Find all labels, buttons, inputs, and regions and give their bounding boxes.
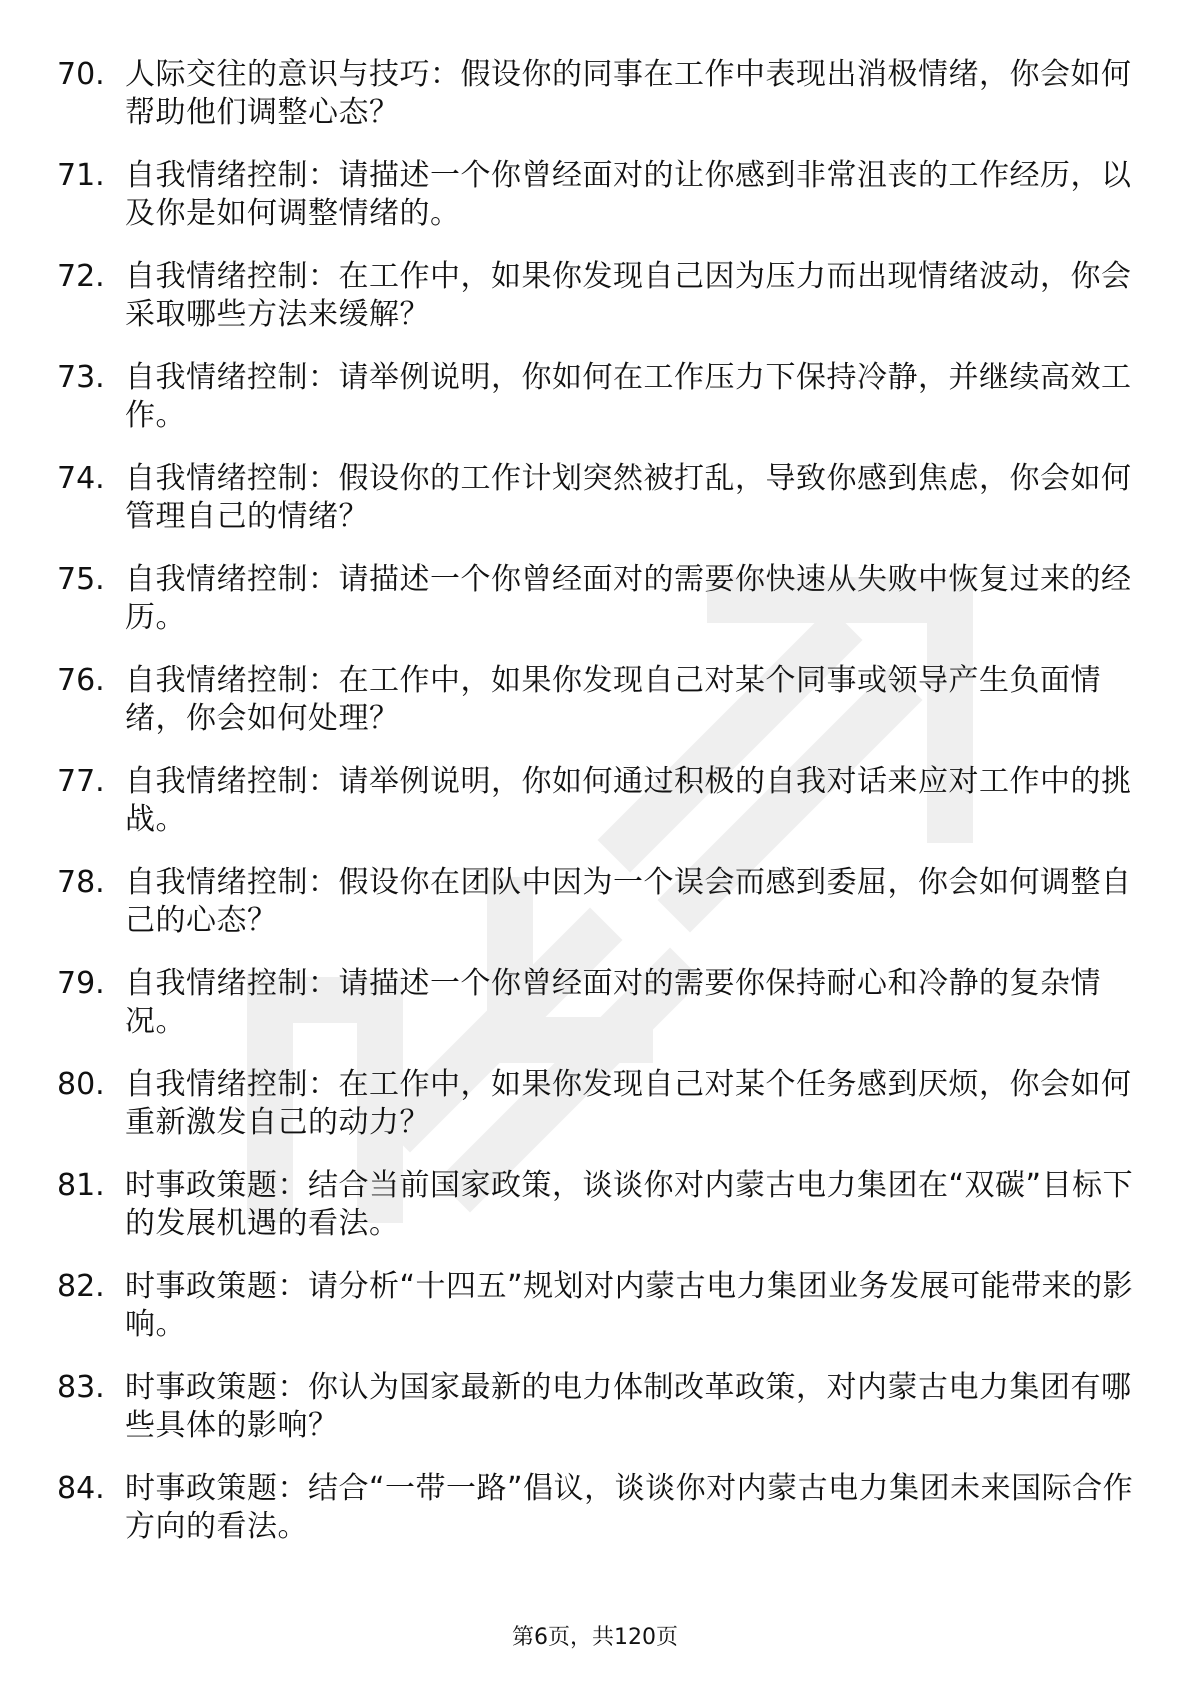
question-text: 时事政策题：你认为国家最新的电力体制改革政策，对内蒙古电力集团有哪些具体的影响？ [125,1370,1132,1443]
question-number: 76. [57,663,105,698]
question-number: 84. [57,1471,105,1506]
question-number: 74. [57,461,105,496]
question-text: 自我情绪控制：在工作中，如果你发现自己对某个同事或领导产生负面情绪，你会如何处理？ [125,663,1101,736]
list-item [57,1167,1137,1243]
question-text: 自我情绪控制：在工作中，如果你发现自己对某个任务感到厌烦，你会如何重新激发自己的动力？ [125,1067,1132,1140]
question-text: 自我情绪控制：在工作中，如果你发现自己因为压力而出现情绪波动，你会采取哪些方法来缓解？ [125,259,1132,332]
list-item [57,763,1137,839]
question-number: 79. [57,966,105,1001]
question-text: 自我情绪控制：请举例说明，你如何通过积极的自我对话来应对工作中的挑战。 [125,764,1132,837]
question-text: 自我情绪控制：请描述一个你曾经面对的让你感到非常沮丧的工作经历，以及你是如何调整情绪的。 [125,158,1132,231]
list-item [57,258,1137,334]
question-number: 71. [57,158,105,193]
list-item [57,965,1137,1041]
list-item [57,1369,1137,1445]
list-item [57,56,1137,132]
question-text: 自我情绪控制：请描述一个你曾经面对的需要你保持耐心和冷静的复杂情况。 [125,966,1101,1039]
question-text: 时事政策题：结合当前国家政策，谈谈你对内蒙古电力集团在“双碳”目标下的发展机遇的看法。 [125,1168,1134,1241]
question-number: 81. [57,1168,105,1203]
list-item [57,1470,1137,1546]
question-number: 70. [57,57,105,92]
question-text: 自我情绪控制：假设你在团队中因为一个误会而感到委屈，你会如何调整自己的心态？ [125,865,1132,938]
list-item [57,561,1137,637]
question-number: 80. [57,1067,105,1102]
question-text: 自我情绪控制：请举例说明，你如何在工作压力下保持冷静，并继续高效工作。 [125,360,1132,433]
question-number: 83. [57,1370,105,1405]
list-item [57,359,1137,435]
question-list [57,56,1137,1571]
list-item [57,1268,1137,1344]
question-number: 72. [57,259,105,294]
question-text: 自我情绪控制：请描述一个你曾经面对的需要你快速从失败中恢复过来的经历。 [125,562,1132,635]
page-footer: 第6页，共120页 [512,1625,678,1650]
question-number: 78. [57,865,105,900]
question-text: 时事政策题：请分析“十四五”规划对内蒙古电力集团业务发展可能带来的影响。 [125,1269,1134,1342]
list-item [57,460,1137,536]
question-text: 人际交往的意识与技巧：假设你的同事在工作中表现出消极情绪，你会如何帮助他们调整心态？ [125,57,1132,130]
list-item [57,662,1137,738]
list-item [57,864,1137,940]
question-text: 时事政策题：结合“一带一路”倡议，谈谈你对内蒙古电力集团未来国际合作方向的看法。 [125,1471,1134,1544]
question-number: 77. [57,764,105,799]
question-number: 82. [57,1269,105,1304]
list-item [57,157,1137,233]
list-item [57,1066,1137,1142]
question-number: 75. [57,562,105,597]
question-text: 自我情绪控制：假设你的工作计划突然被打乱，导致你感到焦虑，你会如何管理自己的情绪？ [125,461,1132,534]
question-number: 73. [57,360,105,395]
